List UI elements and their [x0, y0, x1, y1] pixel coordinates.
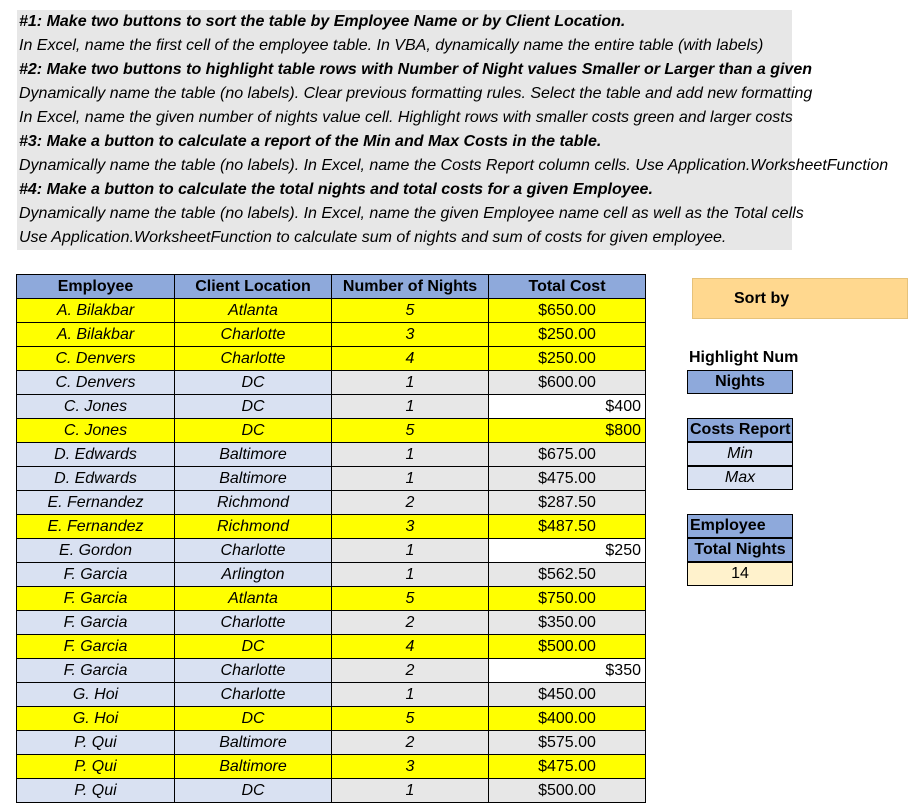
nights-cell[interactable]: 4: [332, 635, 489, 659]
location-cell[interactable]: Baltimore: [175, 467, 332, 491]
cost-cell[interactable]: $400.00: [489, 707, 646, 731]
total-nights-value[interactable]: 14: [687, 562, 793, 586]
cost-cell[interactable]: $500.00: [489, 635, 646, 659]
employee-cell[interactable]: A. Bilakbar: [17, 323, 175, 347]
employee-cell[interactable]: P. Qui: [17, 731, 175, 755]
table-row: [17, 707, 646, 731]
costs-report-header[interactable]: Costs Report: [687, 418, 793, 442]
employee-cell[interactable]: G. Hoi: [17, 683, 175, 707]
location-cell[interactable]: Arlington: [175, 563, 332, 587]
employee-cell[interactable]: A. Bilakbar: [17, 299, 175, 323]
table-row: [17, 635, 646, 659]
cost-cell[interactable]: $487.50: [489, 515, 646, 539]
location-cell[interactable]: Charlotte: [175, 683, 332, 707]
instruction-line: In Excel, name the given number of nights value cell. Highlight rows with smaller costs green and larger costs: [19, 109, 793, 126]
instructions-panel: [17, 10, 889, 250]
instruction-line: #3: Make a button to calculate a report of the Min and Max Costs in the table.: [19, 133, 602, 150]
cost-cell[interactable]: $500.00: [489, 779, 646, 803]
table-row: [17, 731, 646, 755]
table-row: [17, 323, 646, 347]
employee-cell[interactable]: D. Edwards: [17, 443, 175, 467]
table-row: [17, 683, 646, 707]
instruction-line: Dynamically name the table (no labels). In Excel, name the given Employee name cell as well as the Total cells: [19, 205, 804, 222]
table-row: [17, 563, 646, 587]
header-number-of-nights[interactable]: Number of Nights: [332, 275, 489, 299]
nights-cell[interactable]: 4: [332, 347, 489, 371]
location-cell[interactable]: DC: [175, 707, 332, 731]
employee-table: [16, 274, 646, 803]
cost-cell[interactable]: $350.00: [489, 611, 646, 635]
location-cell[interactable]: DC: [175, 635, 332, 659]
nights-cell[interactable]: 1: [332, 371, 489, 395]
location-cell[interactable]: DC: [175, 419, 332, 443]
table-row: [17, 347, 646, 371]
nights-cell[interactable]: 5: [332, 299, 489, 323]
cost-cell[interactable]: $575.00: [489, 731, 646, 755]
employee-cell[interactable]: P. Qui: [17, 755, 175, 779]
location-cell[interactable]: Richmond: [175, 491, 332, 515]
employee-cell[interactable]: F. Garcia: [17, 611, 175, 635]
employee-cell[interactable]: E. Fernandez: [17, 491, 175, 515]
employee-cell[interactable]: F. Garcia: [17, 659, 175, 683]
table-row: [17, 611, 646, 635]
location-cell[interactable]: Baltimore: [175, 443, 332, 467]
nights-cell[interactable]: 3: [332, 515, 489, 539]
cost-cell[interactable]: $475.00: [489, 755, 646, 779]
nights-cell[interactable]: 1: [332, 443, 489, 467]
table-row: [17, 395, 646, 419]
nights-cell[interactable]: 5: [332, 587, 489, 611]
table-row: [17, 587, 646, 611]
total-nights-header[interactable]: Total Nights: [687, 538, 793, 562]
location-cell[interactable]: Charlotte: [175, 611, 332, 635]
nights-cell[interactable]: 2: [332, 611, 489, 635]
employee-cell[interactable]: E. Fernandez: [17, 515, 175, 539]
employee-cell[interactable]: F. Garcia: [17, 635, 175, 659]
cost-cell[interactable]: $400: [489, 395, 646, 419]
employee-cell[interactable]: F. Garcia: [17, 563, 175, 587]
employee-cell[interactable]: C. Denvers: [17, 371, 175, 395]
employee-table-body: [17, 299, 646, 803]
nights-cell[interactable]: 2: [332, 491, 489, 515]
highlight-label: Highlight Num: [689, 349, 799, 366]
location-cell[interactable]: Baltimore: [175, 755, 332, 779]
cost-cell[interactable]: $800: [489, 419, 646, 443]
employee-cell[interactable]: E. Gordon: [17, 539, 175, 563]
employee-cell[interactable]: G. Hoi: [17, 707, 175, 731]
location-cell[interactable]: Charlotte: [175, 323, 332, 347]
nights-cell[interactable]: 2: [332, 731, 489, 755]
nights-cell[interactable]: 1: [332, 467, 489, 491]
instruction-line: Dynamically name the table (no labels). Clear previous formatting rules. Select the table and add new formatting: [19, 85, 813, 102]
table-row: [17, 779, 646, 803]
location-cell[interactable]: DC: [175, 779, 332, 803]
instruction-line: Dynamically name the table (no labels). In Excel, name the Costs Report column cells. Use Application.WorksheetFunction: [19, 157, 889, 174]
cost-cell[interactable]: $450.00: [489, 683, 646, 707]
location-cell[interactable]: Charlotte: [175, 539, 332, 563]
location-cell[interactable]: Charlotte: [175, 659, 332, 683]
header-employee[interactable]: Employee: [17, 275, 175, 299]
costs-report-max[interactable]: Max: [687, 466, 793, 490]
cost-cell[interactable]: $650.00: [489, 299, 646, 323]
cost-cell[interactable]: $750.00: [489, 587, 646, 611]
location-cell[interactable]: Atlanta: [175, 299, 332, 323]
costs-report-min[interactable]: Min: [687, 442, 793, 466]
nights-cell[interactable]: 1: [332, 395, 489, 419]
sort-by-button[interactable]: Sort by: [692, 278, 908, 319]
employee-header-cell[interactable]: Employee: [687, 514, 793, 538]
employee-cell[interactable]: C. Jones: [17, 419, 175, 443]
location-cell[interactable]: Richmond: [175, 515, 332, 539]
employee-cell[interactable]: C. Jones: [17, 395, 175, 419]
cost-cell[interactable]: $287.50: [489, 491, 646, 515]
nights-cell[interactable]: 2: [332, 659, 489, 683]
location-cell[interactable]: Baltimore: [175, 731, 332, 755]
nights-cell[interactable]: 3: [332, 323, 489, 347]
location-cell[interactable]: DC: [175, 395, 332, 419]
nights-cell[interactable]: 1: [332, 779, 489, 803]
nights-cell[interactable]: 1: [332, 563, 489, 587]
instruction-line: In Excel, name the first cell of the employee table. In VBA, dynamically name the entire table (with labels): [19, 37, 764, 54]
table-row: [17, 539, 646, 563]
cost-cell[interactable]: $600.00: [489, 371, 646, 395]
nights-cell[interactable]: 1: [332, 683, 489, 707]
nights-header-cell[interactable]: Nights: [687, 370, 793, 394]
cost-cell[interactable]: $675.00: [489, 443, 646, 467]
location-cell[interactable]: Charlotte: [175, 347, 332, 371]
table-row: [17, 443, 646, 467]
location-cell[interactable]: Atlanta: [175, 587, 332, 611]
nights-cell[interactable]: 3: [332, 755, 489, 779]
table-row: [17, 371, 646, 395]
nights-cell[interactable]: 1: [332, 539, 489, 563]
cost-cell[interactable]: $250: [489, 539, 646, 563]
table-row: [17, 659, 646, 683]
instruction-line: #1: Make two buttons to sort the table by Employee Name or by Client Location.: [19, 13, 626, 30]
employee-cell[interactable]: D. Edwards: [17, 467, 175, 491]
cost-cell[interactable]: $250.00: [489, 347, 646, 371]
cost-cell[interactable]: $350: [489, 659, 646, 683]
cost-cell[interactable]: $562.50: [489, 563, 646, 587]
table-header-row: [17, 275, 646, 299]
instruction-line: #4: Make a button to calculate the total nights and total costs for a given Employee.: [19, 181, 653, 198]
table-row: [17, 515, 646, 539]
employee-cell[interactable]: C. Denvers: [17, 347, 175, 371]
header-client-location[interactable]: Client Location: [175, 275, 332, 299]
employee-cell[interactable]: P. Qui: [17, 779, 175, 803]
header-total-cost[interactable]: Total Cost: [489, 275, 646, 299]
location-cell[interactable]: DC: [175, 371, 332, 395]
table-row: [17, 467, 646, 491]
employee-cell[interactable]: F. Garcia: [17, 587, 175, 611]
table-row: [17, 491, 646, 515]
instruction-line: Use Application.WorksheetFunction to calculate sum of nights and sum of costs for given employee.: [19, 229, 727, 246]
table-row: [17, 755, 646, 779]
nights-cell[interactable]: 5: [332, 707, 489, 731]
table-row: [17, 419, 646, 443]
cost-cell[interactable]: $250.00: [489, 323, 646, 347]
cost-cell[interactable]: $475.00: [489, 467, 646, 491]
nights-cell[interactable]: 5: [332, 419, 489, 443]
table-row: [17, 299, 646, 323]
instruction-line: #2: Make two buttons to highlight table rows with Number of Night values Smaller or Larger than a given: [19, 61, 812, 78]
